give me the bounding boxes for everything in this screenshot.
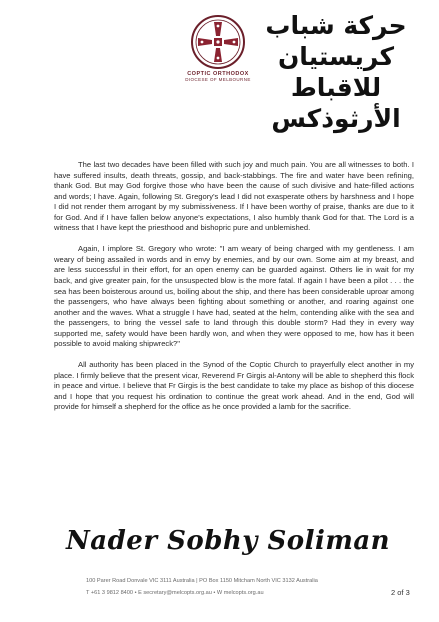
paragraph: Again, I implore St. Gregory who wrote: "I am weary of being charged with my gentleness. I am weary of being assailed in words and in envy by enemies, and by our own. Some aim at my breast, and are less successful in their effort, for an open enemy can be guarded against. Others lie in wait for my back, and give greater pain, for the unsuspected blow is the more fatal. If again I have been a pilot . . . the sea has been boisterous around us, boiling about the ship, and there has been considerable uproar among the passengers, who have always been fighting about something or another, and roaring against one another and the waves. What a struggle I have had, seated at the helm, contending alike with the sea and the passengers, to bring the vessel safe to land through this double storm? Had they in every way supported me, safety would have been hardly won, and when they were opposed to me, how has it been possible to avoid making shipwreck?" [54, 244, 414, 349]
footer-address: 100 Parer Road Donvale VIC 3111 Australia | PO Box 1150 Mitcham North VIC 3132 Australia [86, 578, 318, 584]
letter-body [54, 160, 414, 424]
arabic-overlay [251, 10, 421, 134]
signature-name: Nader Sobhy Soliman [66, 526, 391, 556]
logo-subtitle: DIOCESE OF MELBOURNE [185, 77, 251, 82]
arabic-line: الأرثوذكس [271, 104, 401, 133]
coptic-cross-icon [190, 14, 246, 70]
diocese-logo [173, 14, 263, 96]
arabic-line: للاقباط [290, 73, 382, 102]
paragraph: The last two decades have been filled with such joy and much pain. You are all witnesses to both. I have suffered insults, death threats, gossip, and back-stabbings. The fire and water have been refining, thank God. But may God forgive those who have been the cause of such divisive and hate-filled actions and words; I have. Again, following St. Gregory's lead I did not exasperate others by harshness and I hope I did not render them arrogant by my submissiveness. If I have been worthy of praise, thanks are due to it for God. And if I have fallen below anyone's expectations, I also humbly thank God for that. The Lord is a witness that I have kept the priesthood and bishopric pure and unblemished. [54, 160, 414, 233]
logo-name: COPTIC ORTHODOX [187, 71, 249, 77]
page-number: 2 of 3 [391, 588, 410, 597]
arabic-line: حركة شباب [265, 11, 407, 40]
arabic-line: كريستيان [277, 42, 395, 71]
footer-contact: T +61 3 9812 8400 • E secretary@melcopts.org.au • W melcopts.org.au [86, 590, 264, 596]
paragraph: All authority has been placed in the Synod of the Coptic Church to prayerfully elect another in my place. I firmly believe that the present vicar, Reverend Fr Girgis al-Antony will be able to shepherd this flock in peace and virtue. I believe that Fr Girgis is the best candidate to take my place as bishop of this diocese and I hope that you request his ordination to continue the great work ahead. And in the end, God will provide for himself a shepherd for the office as he once provided a lamb for the sacrifice. [54, 360, 414, 412]
